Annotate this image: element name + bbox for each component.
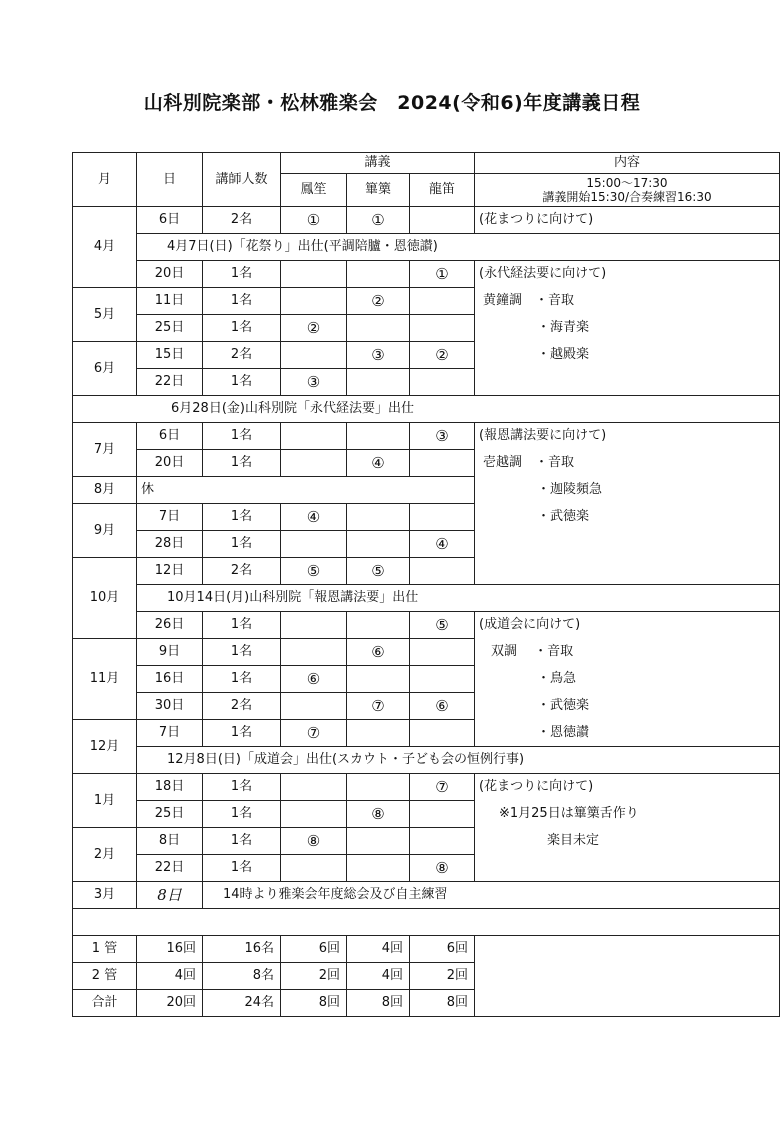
note-cell: 壱越調 ・音取 — [475, 450, 780, 477]
hichiriki-cell: ④ — [347, 450, 410, 477]
sho-cell — [281, 531, 347, 558]
note-cell: ※1月25日は篳篥舌作り — [475, 801, 780, 828]
sho-cell — [281, 801, 347, 828]
note-cell: 楽目未定 — [475, 828, 780, 855]
day-cell: 30日 — [137, 693, 203, 720]
header-hichiriki: 篳篥 — [347, 174, 410, 207]
month-cell: 7月 — [73, 423, 137, 477]
summary-hichiriki: 4回 — [347, 936, 410, 963]
day-cell: 12日 — [137, 558, 203, 585]
note-cell: ・迦陵頻急 — [475, 477, 780, 504]
sho-cell: ⑥ — [281, 666, 347, 693]
sho-cell — [281, 855, 347, 882]
ryuteki-cell — [410, 639, 475, 666]
event-cell: 10月14日(月)山科別院「報恩講法要」出仕 — [137, 585, 780, 612]
note-cell: ・恩徳讃 — [475, 720, 780, 747]
table-row — [73, 774, 780, 801]
table-row — [73, 612, 780, 639]
day-cell: 22日 — [137, 855, 203, 882]
day-cell: 25日 — [137, 801, 203, 828]
note-cell: (花まつりに向けて) — [475, 774, 780, 801]
table-row — [73, 477, 780, 504]
month-cell: 6月 — [73, 342, 137, 396]
sho-cell: ⑦ — [281, 720, 347, 747]
ryuteki-cell: ⑤ — [410, 612, 475, 639]
month-cell: 1月 — [73, 774, 137, 828]
header-time-2: 講義開始15:30/合奏練習16:30 — [542, 190, 712, 204]
hichiriki-cell: ① — [347, 207, 410, 234]
header-ryuteki: 龍笛 — [410, 174, 475, 207]
day-cell: 22日 — [137, 369, 203, 396]
hichiriki-cell — [347, 504, 410, 531]
count-cell: 1名 — [203, 639, 281, 666]
count-cell: 1名 — [203, 666, 281, 693]
ryuteki-cell: ① — [410, 261, 475, 288]
count-cell: 2名 — [203, 558, 281, 585]
summary-ryuteki: 8回 — [410, 990, 475, 1017]
event-cell: 6月28日(金)山科別院「永代経法要」出仕 — [73, 396, 780, 423]
sho-cell: ③ — [281, 369, 347, 396]
header-row — [73, 153, 780, 174]
table-row — [73, 504, 780, 531]
table-row — [73, 801, 780, 828]
header-instructors: 講師人数 — [203, 153, 281, 207]
ryuteki-cell — [410, 720, 475, 747]
summary-row — [73, 936, 780, 963]
hichiriki-cell: ⑧ — [347, 801, 410, 828]
sho-cell — [281, 423, 347, 450]
summary-people: 24名 — [203, 990, 281, 1017]
ryuteki-cell — [410, 207, 475, 234]
sho-cell — [281, 774, 347, 801]
table-row — [73, 315, 780, 342]
summary-sho: 2回 — [281, 963, 347, 990]
hichiriki-cell: ③ — [347, 342, 410, 369]
count-cell: 1名 — [203, 369, 281, 396]
summary-blank — [475, 936, 780, 1017]
table-row — [73, 531, 780, 558]
ryuteki-cell — [410, 504, 475, 531]
summary-sho: 6回 — [281, 936, 347, 963]
header-lecture: 講義 — [281, 153, 475, 174]
event-cell: 14時より雅楽会年度総会及び自主練習 — [203, 882, 780, 909]
sho-cell — [281, 342, 347, 369]
ryuteki-cell: ③ — [410, 423, 475, 450]
sho-cell: ① — [281, 207, 347, 234]
summary-ryuteki: 6回 — [410, 936, 475, 963]
header-month: 月 — [73, 153, 137, 207]
header-time — [475, 174, 780, 207]
summary-ryuteki: 2回 — [410, 963, 475, 990]
day-cell: 8日 — [137, 828, 203, 855]
hichiriki-cell — [347, 855, 410, 882]
ryuteki-cell: ④ — [410, 531, 475, 558]
month-cell: 12月 — [73, 720, 137, 774]
month-cell: 11月 — [73, 639, 137, 720]
hichiriki-cell — [347, 612, 410, 639]
table-row — [73, 369, 780, 396]
header-sho: 鳳笙 — [281, 174, 347, 207]
blank-cell — [73, 909, 780, 936]
day-cell: 28日 — [137, 531, 203, 558]
table-row — [73, 855, 780, 882]
note-cell — [475, 369, 780, 396]
count-cell: 2名 — [203, 342, 281, 369]
event-row — [73, 396, 780, 423]
month-cell: 2月 — [73, 828, 137, 882]
day-cell: 16日 — [137, 666, 203, 693]
day-cell: 8日 — [137, 882, 203, 909]
table-row — [73, 207, 780, 234]
header-day: 日 — [137, 153, 203, 207]
count-cell: 1名 — [203, 774, 281, 801]
table-row — [73, 261, 780, 288]
table-row — [73, 720, 780, 747]
day-cell: 20日 — [137, 261, 203, 288]
event-cell: 4月7日(日)「花祭り」出仕(平調陪臚・恩徳讃) — [137, 234, 780, 261]
page-title: 山科別院楽部・松林雅楽会 2024(令和6)年度講義日程 — [143, 92, 641, 114]
hichiriki-cell: ⑤ — [347, 558, 410, 585]
day-cell: 6日 — [137, 207, 203, 234]
sho-cell — [281, 288, 347, 315]
table-row — [73, 558, 780, 585]
ryuteki-cell — [410, 369, 475, 396]
ryuteki-cell: ⑧ — [410, 855, 475, 882]
ryuteki-cell: ⑥ — [410, 693, 475, 720]
table-row — [73, 423, 780, 450]
note-cell: (永代経法要に向けて) — [475, 261, 780, 288]
table-row — [73, 666, 780, 693]
table-row — [73, 828, 780, 855]
note-cell — [475, 558, 780, 585]
count-cell: 1名 — [203, 801, 281, 828]
month-cell: 3月 — [73, 882, 137, 909]
note-cell: 双調 ・音取 — [475, 639, 780, 666]
count-cell: 2名 — [203, 693, 281, 720]
summary-label: 2 管 — [73, 963, 137, 990]
count-cell: 1名 — [203, 450, 281, 477]
hichiriki-cell: ② — [347, 288, 410, 315]
summary-hichiriki: 8回 — [347, 990, 410, 1017]
header-time-1: 15:00～17:30 — [586, 176, 668, 190]
month-cell: 4月 — [73, 207, 137, 288]
note-cell: ・武徳楽 — [475, 504, 780, 531]
count-cell: 1名 — [203, 504, 281, 531]
summary-people: 16名 — [203, 936, 281, 963]
summary-label: 1 管 — [73, 936, 137, 963]
sho-cell — [281, 693, 347, 720]
hichiriki-cell — [347, 531, 410, 558]
ryuteki-cell — [410, 450, 475, 477]
count-cell: 1名 — [203, 855, 281, 882]
sho-cell: ⑧ — [281, 828, 347, 855]
day-cell: 9日 — [137, 639, 203, 666]
header-content: 内容 — [475, 153, 780, 174]
summary-sho: 8回 — [281, 990, 347, 1017]
ryuteki-cell — [410, 828, 475, 855]
note-cell: 黄鐘調 ・音取 — [475, 288, 780, 315]
sho-cell — [281, 612, 347, 639]
count-cell: 1名 — [203, 423, 281, 450]
day-cell: 6日 — [137, 423, 203, 450]
ryuteki-cell — [410, 315, 475, 342]
day-cell: 20日 — [137, 450, 203, 477]
count-cell: 1名 — [203, 612, 281, 639]
day-cell: 26日 — [137, 612, 203, 639]
note-cell: (報恩講法要に向けて) — [475, 423, 780, 450]
hichiriki-cell: ⑥ — [347, 639, 410, 666]
month-cell: 5月 — [73, 288, 137, 342]
summary-lectures: 4回 — [137, 963, 203, 990]
ryuteki-cell — [410, 666, 475, 693]
note-cell: ・越殿楽 — [475, 342, 780, 369]
summary-lectures: 20回 — [137, 990, 203, 1017]
day-cell: 15日 — [137, 342, 203, 369]
month-cell: 10月 — [73, 558, 137, 639]
summary-lectures: 16回 — [137, 936, 203, 963]
note-cell — [475, 855, 780, 882]
hichiriki-cell — [347, 261, 410, 288]
event-row — [73, 234, 780, 261]
summary-label: 合計 — [73, 990, 137, 1017]
count-cell: 1名 — [203, 315, 281, 342]
blank-row — [73, 909, 780, 936]
sho-cell: ② — [281, 315, 347, 342]
schedule-table — [72, 152, 780, 1017]
month-cell: 9月 — [73, 504, 137, 558]
hichiriki-cell — [347, 423, 410, 450]
hichiriki-cell — [347, 828, 410, 855]
count-cell: 1名 — [203, 261, 281, 288]
table-row — [73, 882, 780, 909]
note-cell: ・武徳楽 — [475, 693, 780, 720]
note-cell: ・鳥急 — [475, 666, 780, 693]
sho-cell — [281, 639, 347, 666]
day-cell: 25日 — [137, 315, 203, 342]
day-cell: 18日 — [137, 774, 203, 801]
ryuteki-cell: ⑦ — [410, 774, 475, 801]
count-cell: 1名 — [203, 288, 281, 315]
sho-cell: ⑤ — [281, 558, 347, 585]
month-cell: 8月 — [73, 477, 137, 504]
day-cell: 11日 — [137, 288, 203, 315]
count-cell: 1名 — [203, 531, 281, 558]
sho-cell — [281, 450, 347, 477]
note-cell: (成道会に向けて) — [475, 612, 780, 639]
summary-people: 8名 — [203, 963, 281, 990]
hichiriki-cell — [347, 666, 410, 693]
hichiriki-cell: ⑦ — [347, 693, 410, 720]
note-cell — [475, 531, 780, 558]
day-cell: 休 — [137, 477, 475, 504]
table-row — [73, 342, 780, 369]
event-cell: 12月8日(日)「成道会」出仕(スカウト・子ども会の恒例行事) — [137, 747, 780, 774]
note-cell: (花まつりに向けて) — [475, 207, 780, 234]
day-cell: 7日 — [137, 720, 203, 747]
count-cell: 1名 — [203, 720, 281, 747]
table-row — [73, 450, 780, 477]
table-row — [73, 693, 780, 720]
note-cell: ・海青楽 — [475, 315, 780, 342]
hichiriki-cell — [347, 720, 410, 747]
count-cell: 1名 — [203, 828, 281, 855]
count-cell: 2名 — [203, 207, 281, 234]
hichiriki-cell — [347, 774, 410, 801]
event-row — [73, 747, 780, 774]
sho-cell: ④ — [281, 504, 347, 531]
summary-hichiriki: 4回 — [347, 963, 410, 990]
ryuteki-cell — [410, 801, 475, 828]
table-row — [73, 639, 780, 666]
event-row — [73, 585, 780, 612]
hichiriki-cell — [347, 315, 410, 342]
hichiriki-cell — [347, 369, 410, 396]
table-row — [73, 288, 780, 315]
day-cell: 7日 — [137, 504, 203, 531]
ryuteki-cell: ② — [410, 342, 475, 369]
sho-cell — [281, 261, 347, 288]
ryuteki-cell — [410, 288, 475, 315]
ryuteki-cell — [410, 558, 475, 585]
